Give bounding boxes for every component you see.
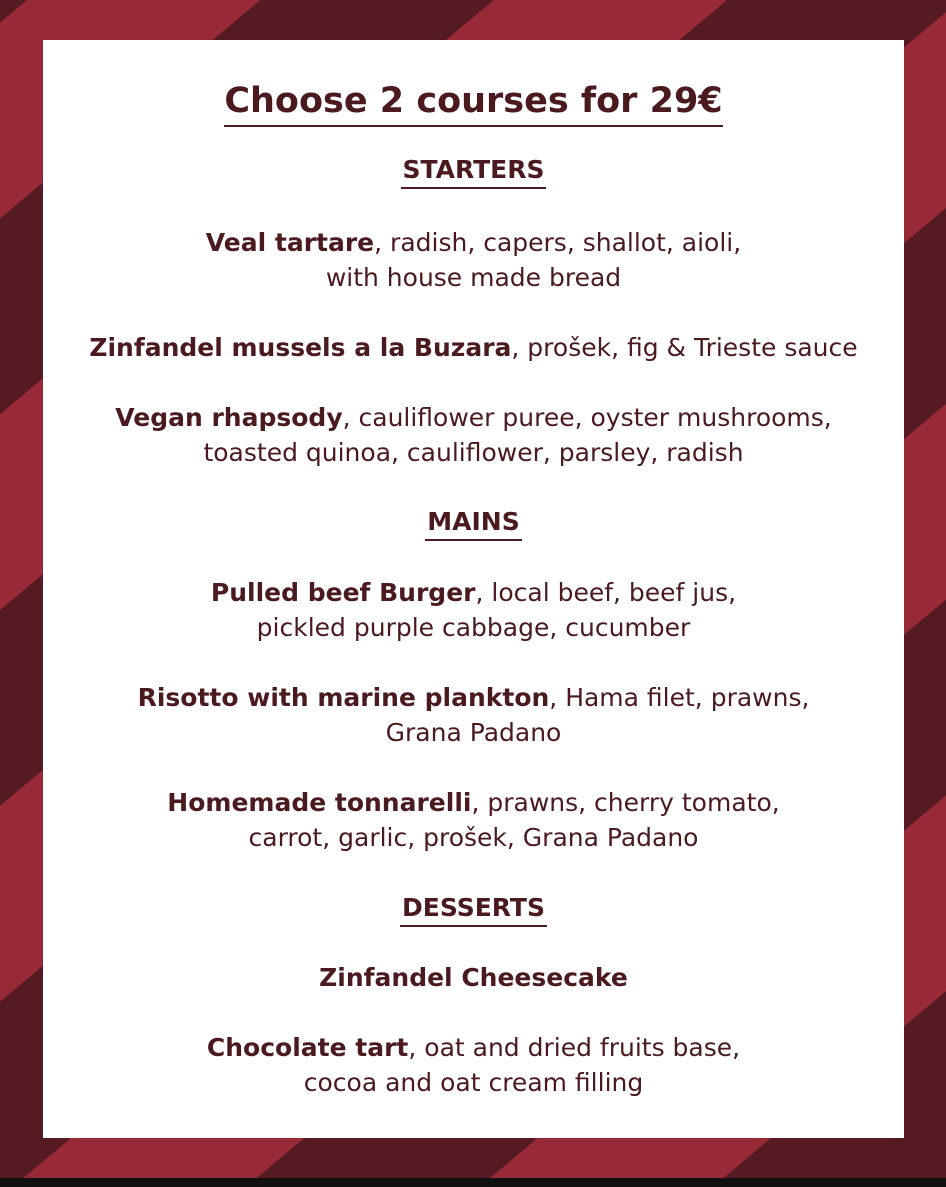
menu-item-description: , prawns, cherry tomato,	[471, 788, 780, 817]
section-title-desserts: DESSERTS	[43, 893, 904, 927]
menu-item-description-line2: Grana Padano	[385, 718, 562, 747]
menu-item-line	[43, 680, 904, 715]
menu-title	[43, 80, 904, 127]
menu-item-name: Risotto with marine plankton	[137, 683, 550, 712]
menu-item-line	[43, 400, 904, 435]
menu-item-line	[43, 1030, 904, 1065]
menu-item-description: , oat and dried fruits base,	[408, 1033, 741, 1062]
menu-item-chocolate-tart	[43, 1030, 904, 1100]
menu-item-zinfandel-mussels	[43, 330, 904, 365]
menu-item-description: , cauliflower puree, oyster mushrooms,	[342, 403, 832, 432]
menu-item-description: , Hama filet, prawns,	[549, 683, 810, 712]
menu-card	[43, 40, 904, 1138]
menu-item-risotto	[43, 680, 904, 750]
menu-item-cheesecake	[43, 960, 904, 995]
menu-item-name: Zinfandel Cheesecake	[319, 963, 628, 992]
menu-item-tonnarelli	[43, 785, 904, 855]
menu-item-name: Zinfandel mussels a la Buzara	[89, 333, 512, 362]
menu-title-text: Choose 2 courses for 29€	[224, 80, 722, 127]
menu-item-name: Veal tartare	[205, 228, 375, 257]
menu-item-line	[43, 225, 904, 260]
bottom-edge-bar	[0, 1178, 946, 1187]
section-title-starters: STARTERS	[43, 155, 904, 189]
menu-item-line	[43, 330, 904, 365]
menu-item-description: , prošek, fig & Trieste sauce	[511, 333, 858, 362]
menu-item-description: , local beef, beef jus,	[475, 578, 737, 607]
section-title-mains: MAINS	[43, 507, 904, 541]
menu-item-vegan-rhapsody	[43, 400, 904, 470]
menu-item-description: , radish, capers, shallot, aioli,	[374, 228, 742, 257]
menu-item-description-line2: carrot, garlic, prošek, Grana Padano	[248, 823, 699, 852]
menu-item-line	[43, 575, 904, 610]
menu-item-description-line2: with house made bread	[325, 263, 622, 292]
menu-item-description-line2: pickled purple cabbage, cucumber	[256, 613, 691, 642]
menu-item-veal-tartare	[43, 225, 904, 295]
menu-item-line	[43, 785, 904, 820]
menu-item-name: Vegan rhapsody	[115, 403, 343, 432]
menu-item-name: Homemade tonnarelli	[167, 788, 472, 817]
menu-item-line	[43, 960, 904, 995]
menu-item-name: Chocolate tart	[206, 1033, 409, 1062]
menu-item-pulled-beef-burger	[43, 575, 904, 645]
menu-item-description-line2: cocoa and oat cream filling	[303, 1068, 644, 1097]
menu-item-description-line2: toasted quinoa, cauliflower, parsley, radish	[203, 438, 744, 467]
menu-item-name: Pulled beef Burger	[210, 578, 476, 607]
